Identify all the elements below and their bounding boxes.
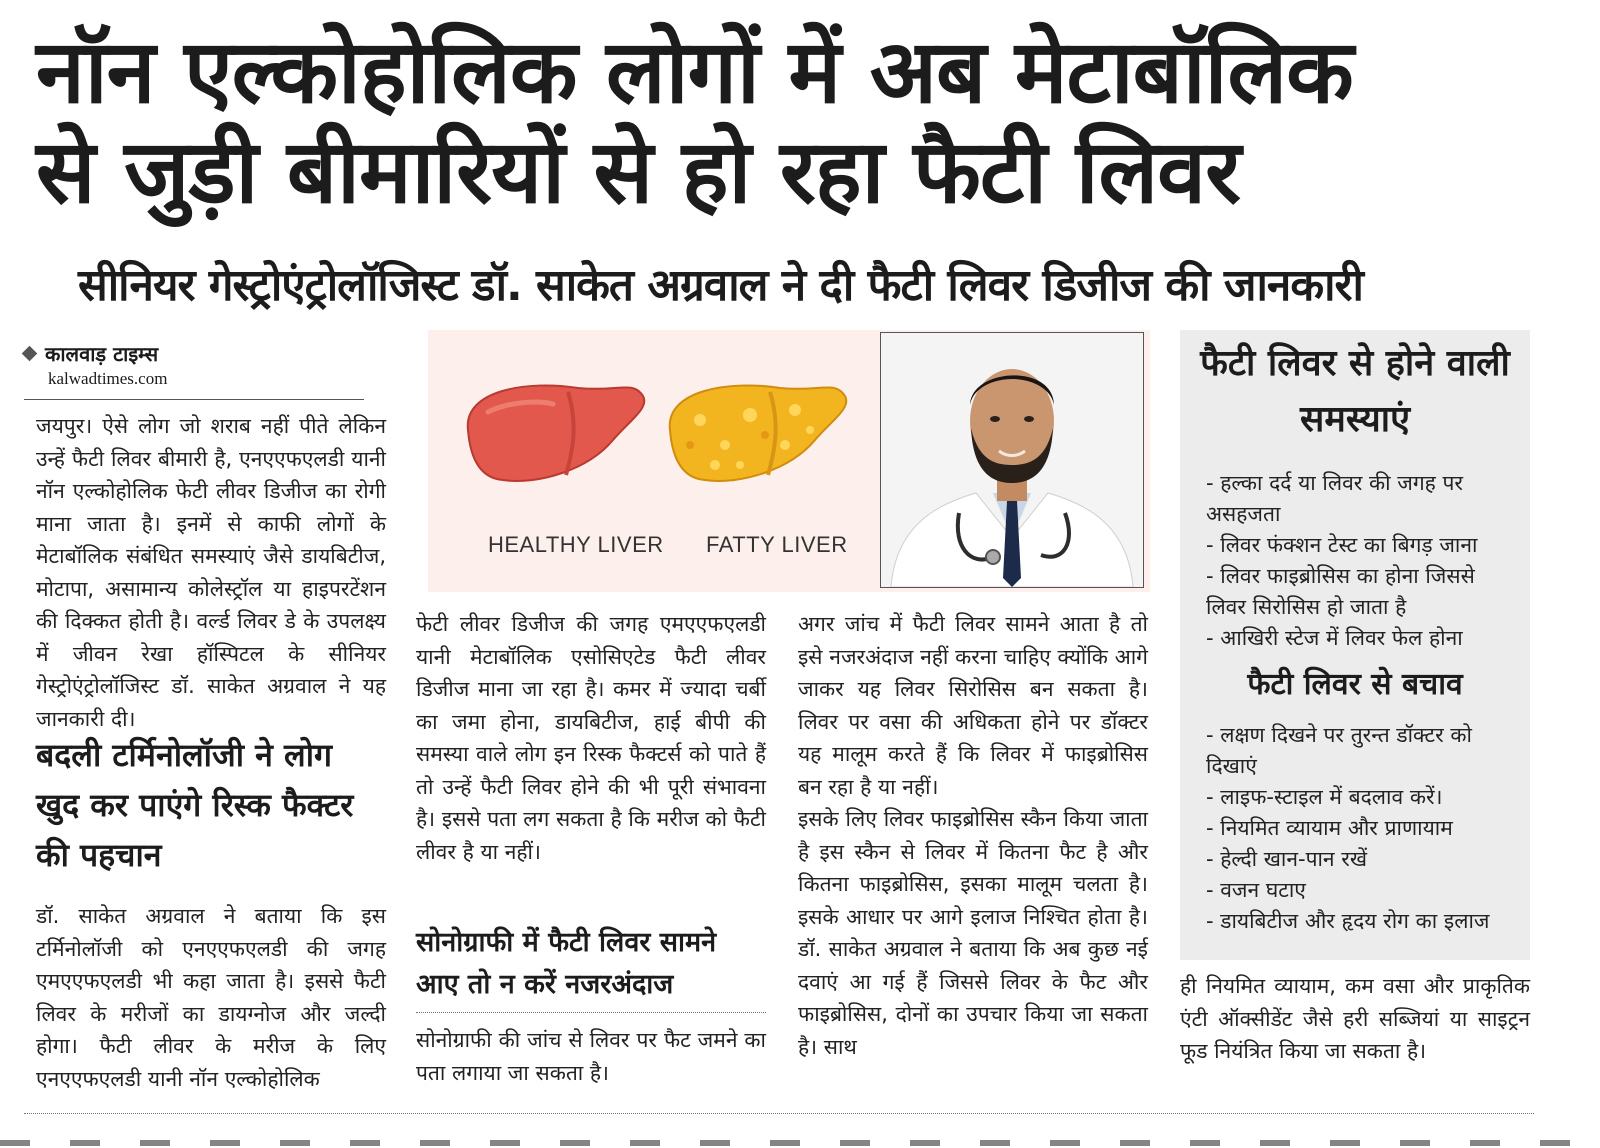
article-intro: [36, 410, 386, 735]
prevention-item: - हेल्दी खान-पान रखें: [1206, 847, 1368, 871]
article-col2-body: [416, 608, 766, 868]
prevention-item: - लक्षण दिखने पर तुरन्त डॉक्टर को दिखाएं: [1206, 723, 1472, 778]
doctor-portrait-icon: [881, 333, 1143, 587]
problem-item: - लिवर फाइब्रोसिस का होना जिससे लिवर सिरोसिस हो जाता है: [1206, 564, 1475, 619]
section-heading-2: सोनोग्राफी में फैटी लिवर सामने आए तो न करें नजरअंदाज: [416, 927, 717, 1000]
problem-item: - हल्का दर्द या लिवर की जगह पर असहजता: [1206, 471, 1463, 526]
prevention-item: - डायबिटीज और हृदय रोग का इलाज: [1206, 909, 1490, 933]
problem-item: - आखिरी स्टेज में लिवर फेल होना: [1206, 626, 1463, 650]
fatty-liver-label: FATTY LIVER: [706, 532, 848, 557]
bottom-rule: [24, 1113, 1534, 1114]
headline-line-2: से जुड़ी बीमारियों से हो रहा फैटी लिवर: [36, 120, 1241, 223]
healthy-liver-icon: [468, 385, 645, 480]
problems-list: [1180, 468, 1530, 654]
doctor-photo: [880, 332, 1144, 588]
sidebar-box: [1180, 330, 1530, 960]
liver-image: [428, 330, 1150, 592]
diamond-icon: [22, 346, 38, 362]
sidebar-title: फैटी लिवर से होने वाली समस्याएं: [1200, 343, 1510, 440]
byline-source: कालवाड़ टाइम्स: [45, 342, 159, 366]
paragraph-1: डॉ. साकेत अग्रवाल ने बताया कि इस टर्मिनोलॉजी को एनएएफएलडी की जगह एमएएफएलडी भी कहा जाता है। इससे फैटी लिवर के मरीजों का डायग्नोज और जल्दी होगा। फैटी लीवर के मरीज के लिए एनएएफएलडी यानी नॉन एल्कोहोलिक: [36, 904, 386, 1091]
prevention-item: - नियमित व्यायाम और प्राणायाम: [1206, 816, 1453, 840]
byline: [24, 340, 364, 400]
article-col2-tail: [416, 1024, 766, 1089]
divider: [416, 1012, 766, 1013]
fatty-liver-icon: [670, 385, 847, 480]
prevention-title: फैटी लिवर से बचाव: [1247, 667, 1463, 702]
prevention-item: - लाइफ-स्टाइल में बदलाव करें।: [1206, 785, 1443, 809]
article-col3-body: [798, 608, 1148, 1063]
byline-website: kalwadtimes.com: [48, 369, 168, 388]
intro-paragraph: जयपुर। ऐसे लोग जो शराब नहीं पीते लेकिन उन्हें फैटी लिवर बीमारी है, एनएएफएलडी यानी नॉन एल्कोहोलिक फेटी लीवर डिजीज का रोगी माना जाता है। इनमें से काफी लोगों के मेटाबॉलिक संबंधित समस्याएं जैसे डायबिटीज, मोटापा, असामान्य कोलेस्ट्रॉल या हाइपरटेंशन की दिक्कत होती है। वर्ल्ड लिवर डे के उपलक्ष्य में जीवन रेखा हॉस्पिटल के सीनियर गेस्ट्रोएंट्रोलॉजिस्ट डॉ. साकेत अग्रवाल ने यह जानकारी दी।: [36, 414, 386, 731]
article-col1-body: [36, 900, 386, 1095]
problem-item: - लिवर फंक्शन टेस्ट का बिगड़ जाना: [1206, 533, 1478, 557]
paragraph-5: इसके लिए लिवर फाइब्रोसिस स्कैन किया जाता है इस स्कैन से लिवर में कितना फैट है और कितना फाइब्रोसिस, इसका मालूम चलता है। इसके आधार पर आगे इलाज निश्चित होता है। डॉ. साकेत अग्रवाल ने बताया कि अब कुछ नई दवाएं आ गई हैं जिससे लिवर के फैट और फाइब्रोसिस, दोनों का उपचार किया जा सकता है। साथ: [798, 807, 1148, 1059]
section-heading-1: बदली टर्मिनोलॉजी ने लोग खुद कर पाएंगे रिस्क फैक्टर की पहचान: [36, 736, 354, 874]
prevention-list: [1180, 720, 1530, 937]
paragraph-4: अगर जांच में फैटी लिवर सामने आता है तो इसे नजरअंदाज नहीं करना चाहिए क्योंकि आगे जाकर यह लिवर सिरोसिस बन सकता है। लिवर पर वसा की अधिकता होने पर डॉक्टर यह मालूम करते हैं कि लिवर में फाइब्रोसिस बन रहा है या नहीं।: [798, 612, 1148, 799]
healthy-liver-label: HEALTHY LIVER: [488, 532, 664, 557]
paragraph-3: सोनोग्राफी की जांच से लिवर पर फैट जमने का पता लगाया जा सकता है।: [416, 1028, 766, 1085]
headline-line-1: नॉन एल्कोहोलिक लोगों में अब मेटाबॉलिक: [36, 20, 1353, 123]
cropped-next-article: [0, 1126, 1600, 1148]
prevention-item: - वजन घटाए: [1206, 878, 1306, 902]
article-col4-tail: [1180, 970, 1530, 1068]
subheadline: सीनियर गेस्ट्रोएंट्रोलॉजिस्ट डॉ. साकेत अग्रवाल ने दी फैटी लिवर डिजीज की जानकारी: [78, 260, 1363, 311]
paragraph-6: ही नियमित व्यायाम, कम वसा और प्राकृतिक एंटी ऑक्सीडेंट जैसे हरी सब्जियां या साइट्रन फूड नियंत्रित किया जा सकता है।: [1180, 974, 1530, 1063]
paragraph-2: फेटी लीवर डिजीज की जगह एमएएफएलडी यानी मेटाबॉलिक एसोसिएटेड फैटी लीवर डिजीज माना जा रहा है। कमर में ज्यादा चर्बी का जमा होना, डायबिटीज, हाई बीपी की समस्या वाले लोग इन रिस्क फैक्टर्स को पाते हैं तो उन्हें फैटी लिवर होने की भी पूरी संभावना है। इससे पता लग सकता है कि मरीज को फैटी लीवर है या नहीं।: [416, 612, 766, 864]
